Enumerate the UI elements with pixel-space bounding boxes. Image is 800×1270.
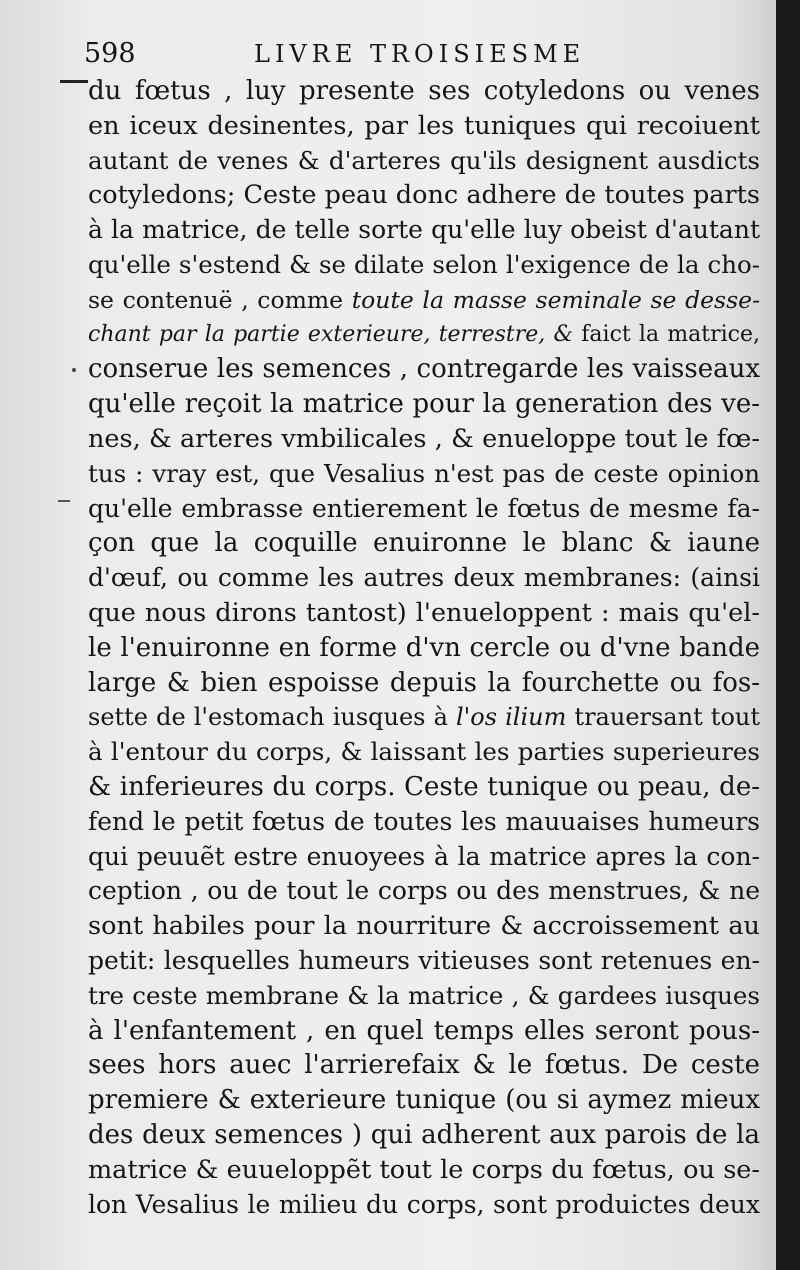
line-text: autant de venes & d'arteres qu'ils designent ausdicts (88, 145, 760, 175)
text-line (88, 422, 760, 457)
margin-dash-mark (60, 80, 88, 83)
line-text: large & bien espoisse depuis la fourchette ou fos- (88, 667, 760, 698)
line-text: des deux semences ) qui adherent aux parois de la (88, 1119, 760, 1150)
text-line (88, 492, 760, 527)
text-line (88, 318, 760, 353)
text-line (88, 700, 760, 735)
text-line (88, 840, 760, 875)
text-line (88, 457, 760, 492)
italic-text: l'os ilium (455, 703, 567, 732)
text-line (88, 109, 760, 144)
italic-text: chant par la partie exterieure, terrestre, & (88, 321, 574, 347)
line-text: à l'enfantement , en quel temps elles seront pous- (88, 1015, 760, 1046)
page-number: 598 (84, 38, 136, 69)
line-text: ception , ou de tout le corps ou des menstrues, & ne (88, 876, 760, 906)
text-line (88, 805, 760, 840)
margin-dot-mark (72, 368, 76, 372)
text-line (88, 387, 760, 422)
text-line (88, 1048, 760, 1083)
line-text: lon Vesalius le milieu du corps, sont produictes deux (88, 1189, 760, 1219)
line-text: que nous dirons tantost) l'enueloppent : mais qu'el- (88, 597, 760, 628)
line-text: du fœtus , luy presente ses cotyledons ou venes (88, 76, 760, 106)
text-line (88, 213, 760, 248)
text-line (88, 561, 760, 596)
text-line (88, 1014, 760, 1049)
line-text: cotyledons; Ceste peau donc adhere de toutes parts (88, 180, 760, 211)
line-text: trauersant tout (566, 703, 760, 732)
line-text: tus : vray est, que Vesalius n'est pas de ceste opinion (88, 458, 760, 488)
page-header (84, 38, 744, 78)
text-line (88, 666, 760, 701)
line-text: conserue les semences , contregarde les vaisseaux (88, 354, 760, 385)
text-line (88, 874, 760, 909)
line-text: à la matrice, de telle sorte qu'elle luy obeist d'autant (88, 215, 760, 245)
line-text: çon que la coquille enuironne le blanc & iaune (88, 528, 760, 559)
line-text: qu'elle reçoit la matrice pour la generation des ve- (88, 389, 760, 420)
line-text: à l'entour du corps, & laissant les parties superieures (88, 737, 760, 767)
line-text: le l'enuironne en forme d'vn cercle ou d'vne bande (88, 632, 760, 663)
text-line (88, 1083, 760, 1118)
body-text (88, 74, 760, 1219)
text-line (88, 909, 760, 944)
text-line (88, 144, 760, 179)
text-line (88, 283, 760, 318)
line-text: sees hors auec l'arrierefaix & le fœtus. De ceste (88, 1050, 760, 1081)
line-text: qu'elle s'estend & se dilate selon l'exigence de la cho- (88, 249, 760, 279)
line-text: sette de l'estomach iusques à (88, 703, 456, 732)
text-line (88, 1153, 760, 1188)
line-text: d'œuf, ou comme les autres deux membranes: (ainsi (88, 563, 760, 593)
text-line (88, 74, 760, 109)
line-text: se contenuë , comme (88, 285, 352, 314)
text-line (88, 248, 760, 283)
text-line (88, 596, 760, 631)
text-line (88, 1118, 760, 1153)
italic-text: toute la masse seminale se desse- (351, 285, 760, 314)
text-line (88, 178, 760, 213)
line-text: en iceux desinentes, par les tuniques qui recoiuent (88, 110, 760, 141)
line-text: nes, & arteres vmbilicales , & enueloppe tout le fœ- (88, 423, 760, 454)
text-line (88, 735, 760, 770)
text-line (88, 770, 760, 805)
line-text: qui peuuẽt estre enuoyees à la matrice apres la con- (88, 841, 760, 871)
running-title: LIVRE TROISIESME (254, 40, 586, 68)
text-line (88, 1188, 760, 1223)
line-text: sont habiles pour la nourriture & accroissement au (88, 911, 760, 942)
line-text: petit: lesquelles humeurs vitieuses sont retenues en- (88, 945, 760, 975)
line-text: premiere & exterieure tunique (ou si aymez mieux (88, 1085, 760, 1116)
text-line (88, 526, 760, 561)
text-line (88, 979, 760, 1014)
line-text: qu'elle embrasse entierement le fœtus de mesme fa- (88, 493, 760, 523)
line-text: fend le petit fœtus de toutes les mauuaises humeurs (88, 806, 760, 836)
text-line (88, 944, 760, 979)
text-line (88, 631, 760, 666)
line-text: matrice & euueloppẽt tout le corps du fœtus, ou se- (88, 1154, 760, 1185)
text-line (88, 352, 760, 387)
line-text: & inferieures du corps. Ceste tunique ou peau, de- (88, 771, 760, 802)
line-text: faict la matrice, (573, 321, 760, 347)
line-text: tre ceste membrane & la matrice , & gardees iusques (88, 980, 760, 1010)
margin-dash-mark-lower (58, 500, 70, 502)
